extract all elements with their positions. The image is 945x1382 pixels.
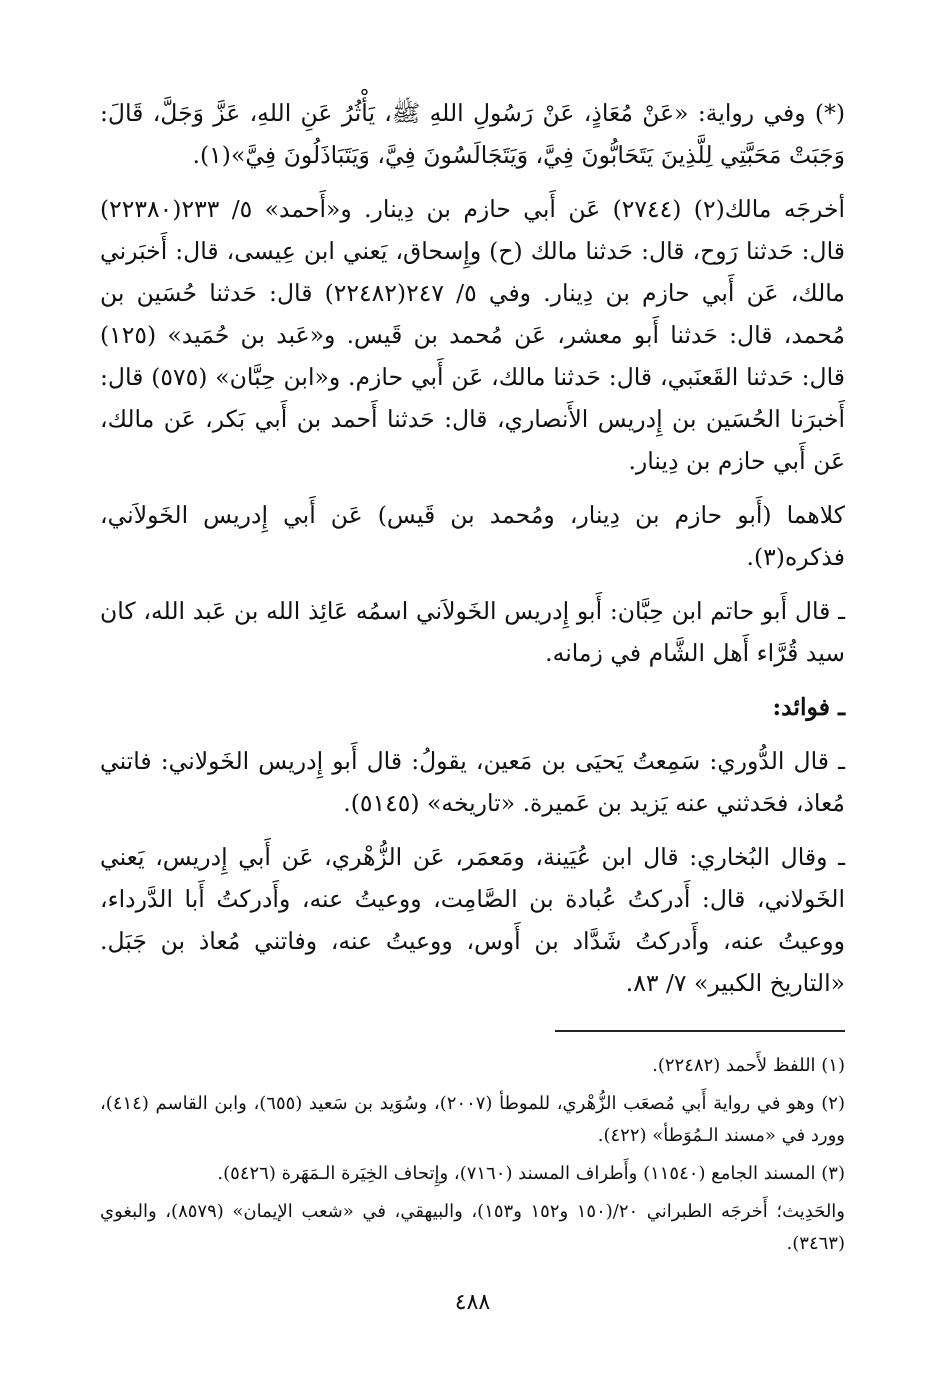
hadith-text: (*) وفي رواية: «عَنْ مُعَاذٍ، عَنْ رَسُولِ اللهِ ﷺ، يَأْثُرُ عَنِ اللهِ، عَزَّ وَجَلَّ، قَالَ: وَجَبَتْ مَحَبَّتِي لِلَّذِينَ يَتَحَابُّونَ فِيَّ، وَيَتَجَالَسُونَ فِيَّ، وَيَتَبَاذَلُونَ فِيَّ»(١).: [100, 99, 845, 169]
benefit-duri: ـ قال الدُّوري: سَمِعتُ يَحيَى بن مَعين، يقولُ: قال أَبو إِدريس الخَولاني: فاتني مُعاذ، فحَدثني عنه يَزيد بن عَميرة. «تاريخه» (٥١٤٥).: [100, 747, 845, 817]
footnote-3: (٣) المسند الجامع (١١٥٤٠) وأَطراف المسند (٧١٦٠)، وإِتحاف الخِيَرة الـمَهَرة (٥٤٢٦).: [217, 1163, 845, 1184]
benefit-bukhari: ـ وقال البُخاري: قال ابن عُيَينة، ومَعمَر، عَن الزُّهْري، عَن أَبي إِدريس، يَعني الخَولاني، قال: أَدركتُ عُبادة بن الصَّامِت، ووعيتُ عنه، وأَدركتُ أَبا الدَّرداء، ووعيتُ عنه، وأَدركتُ شَدَّاد بن أَوس، ووعيتُ عنه، وفاتني مُعاذ بن جَبَل. «التاريخ الكبير» ٧/ ٨٣.: [100, 843, 845, 997]
page-number: ٤٨٨: [454, 1290, 491, 1315]
footnote-3-continued: والحَدِيث؛ أَخرجَه الطبراني ٢٠/(١٥٠ و١٥٢ و١٥٣)، والبيهقي، في «شعب الإيمان» (٨٥٧٩)، والبغوي (٣٤٦٣).: [100, 1201, 846, 1254]
ibn-hibban-note: ـ قال أَبو حاتم ابن حِبَّان: أَبو إِدريس الخَولاَني اسمُه عَائِذ الله بن عَبد الله، كان سيد قُرَّاء أَهل الشَّام في زمانه.: [100, 597, 845, 667]
footnote-divider: [555, 1030, 845, 1032]
takhrij-paragraph: أخرجَه مالك(٢) (٢٧٤٤) عَن أَبي حازم بن دِينار. و«أَحمد» ٥/ ٢٣٣(٢٢٣٨٠) قال: حَدثنا رَوح، قال: حَدثنا مالك (ح) وإِسحاق، يَعني ابن عِيسى، قال: أَخبَرني مالك، عَن أَبي حازم بن دِينار. وفي ٥/ ٢٤٧(٢٢٤٨٢) قال: حَدثنا حُسَين بن مُحمد، قال: حَدثنا أَبو معشر، عَن مُحمد بن قَيس. و«عَبد بن حُمَيد» (١٢٥) قال: حَدثنا القَعنَبي، قال: حَدثنا مالك، عَن أَبي حازم. و«ابن حِبَّان» (٥٧٥) قال: أَخبرَنا الحُسَين بن إِدريس الأَنصاري، قال: حَدثنا أَحمد بن أَبي بَكر، عَن مالك، عَن أَبي حازم بن دِينار.: [100, 195, 846, 475]
footnote-2: (٢) وهو في رواية أَبي مُصعَب الزُّهْري، للموطأ (٢٠٠٧)، وسُوَيد بن سَعيد (٦٥٥)، وابن القاسم (٤١٤)، وورد في «مسند الـمُوَطأ» (٤٢٢).: [100, 1093, 845, 1146]
footnotes: [100, 1050, 845, 1260]
summary-paragraph: كلاهما (أَبو حازم بن دِينار، ومُحمد بن قَيس) عَن أَبي إِدريس الخَولاَني، فذكره(٣).: [100, 501, 845, 571]
footnote-1: (١) اللفظ لأَحمد (٢٢٤٨٢).: [652, 1055, 845, 1076]
benefits-heading: ـ فوائد:: [772, 693, 845, 721]
main-text: [100, 92, 845, 1004]
